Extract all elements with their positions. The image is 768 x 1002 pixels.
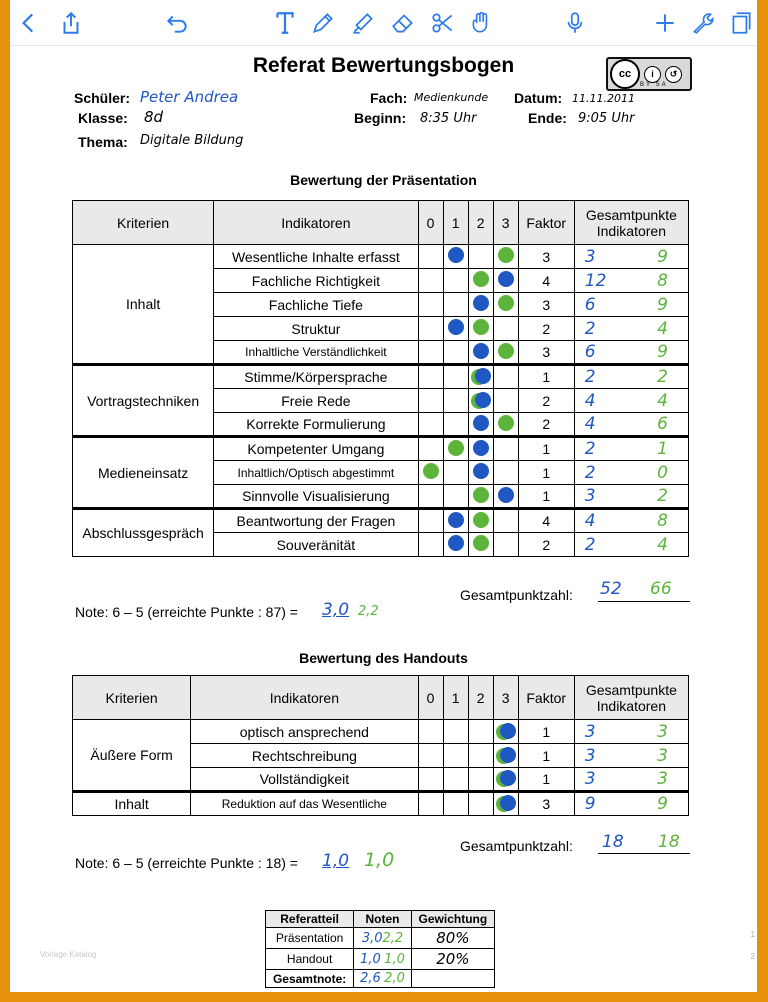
schueler-value: Peter Andrea [140, 88, 239, 106]
faktor-cell: 2 [518, 413, 574, 437]
indikator-cell: Freie Rede [214, 389, 418, 413]
summary-gesamt-noten: 2,6 2,0 [354, 970, 412, 988]
score-cell-1[interactable] [443, 437, 468, 461]
beginn-label: Beginn: [354, 110, 407, 126]
blue-mark-dot [448, 319, 464, 335]
table-row [73, 792, 689, 816]
indikator-cell: Korrekte Formulierung [214, 413, 418, 437]
praesentation-note-green: 2,2 [358, 604, 379, 619]
green-mark-dot [423, 463, 439, 479]
points-green: 3 [657, 721, 668, 742]
score-cell-2[interactable] [468, 768, 493, 792]
points-blue: 6 [584, 342, 596, 362]
indikator-cell: Inhaltliche Verständlichkeit [214, 341, 418, 365]
green-mark-dot [473, 512, 489, 528]
score-cell-1[interactable] [443, 744, 468, 768]
blue-mark-dot [448, 535, 464, 551]
summary-teil: Präsentation [266, 928, 354, 949]
gesamtpunkte-cell [574, 413, 688, 437]
praesentation-title: Bewertung der Präsentation [290, 172, 477, 188]
score-cell-1[interactable] [443, 389, 468, 413]
score-cell-1[interactable] [443, 317, 468, 341]
undo-icon[interactable] [162, 8, 192, 38]
score-cell-3[interactable] [493, 293, 518, 317]
points-green: 1 [657, 439, 668, 459]
praesentation-note-text: Note: 6 – 5 (erreichte Punkte : 87) = [75, 604, 298, 620]
score-cell-3[interactable] [493, 413, 518, 437]
page-title: Referat Bewertungsbogen [252, 54, 515, 77]
score-cell-3[interactable] [493, 365, 518, 389]
blue-mark-dot [473, 463, 489, 479]
points-blue: 4 [584, 390, 596, 411]
points-green: 6 [657, 414, 668, 434]
kriterium-cell: Inhalt [73, 245, 214, 365]
schueler-label: Schüler: [74, 90, 131, 106]
faktor-cell: 1 [518, 720, 574, 744]
score-cell-0[interactable] [418, 461, 443, 485]
blue-mark-dot [473, 415, 489, 431]
indikator-cell: optisch ansprechend [191, 720, 418, 744]
points-blue: 2 [584, 439, 596, 459]
header-kriterien: Kriterien [73, 676, 191, 720]
green-mark-dot [473, 271, 489, 287]
summary-noten: 3,02,2 [354, 928, 412, 949]
score-cell-3[interactable] [493, 269, 518, 293]
gesamtpunkte-cell [574, 341, 688, 365]
score-cell-1[interactable] [443, 461, 468, 485]
faktor-cell: 1 [518, 437, 574, 461]
indikator-cell: Reduktion auf das Wesentliche [191, 792, 418, 816]
praesentation-table [72, 200, 689, 557]
table-row [73, 509, 689, 533]
points-green: 4 [657, 390, 668, 411]
kriterium-cell: Äußere Form [73, 720, 191, 792]
table-row [73, 720, 689, 744]
header-gesamtpunkte: Gesamtpunkte Indikatoren [574, 201, 688, 245]
header-score-2: 2 [468, 201, 493, 245]
header-indikatoren: Indikatoren [191, 676, 418, 720]
gesamtpunkte-cell [574, 509, 688, 533]
score-cell-0[interactable] [418, 485, 443, 509]
summary-table [265, 910, 495, 988]
pen-icon[interactable] [308, 8, 338, 38]
score-cell-2[interactable] [468, 437, 493, 461]
summary-header-gewichtung: Gewichtung [411, 911, 494, 928]
score-cell-1[interactable] [443, 269, 468, 293]
praesentation-gesamt-label: Gesamtpunktzahl: [460, 587, 573, 603]
score-cell-2[interactable] [468, 461, 493, 485]
hand-icon[interactable] [466, 8, 496, 38]
score-cell-2[interactable] [468, 720, 493, 744]
gesamtpunkte-cell [574, 720, 688, 744]
points-blue: 4 [584, 511, 596, 531]
score-cell-0[interactable] [418, 792, 443, 816]
score-cell-3[interactable] [493, 744, 518, 768]
gesamtpunkte-cell [574, 317, 688, 341]
faktor-cell: 2 [518, 317, 574, 341]
score-cell-2[interactable] [468, 341, 493, 365]
handout-gesamt-label: Gesamtpunktzahl: [460, 838, 573, 854]
faktor-cell: 3 [518, 245, 574, 269]
score-cell-3[interactable] [493, 317, 518, 341]
score-cell-2[interactable] [468, 792, 493, 816]
gesamtpunkte-cell [574, 533, 688, 557]
blue-mark-dot [448, 512, 464, 528]
score-cell-3[interactable] [493, 768, 518, 792]
table-row [73, 437, 689, 461]
green-mark-dot [498, 343, 514, 359]
points-blue: 9 [584, 794, 596, 814]
handout-note-green: 1,0 [364, 849, 395, 871]
handout-gesamt-green: 18 [658, 832, 680, 852]
blue-mark-dot [498, 487, 514, 503]
points-blue: 3 [584, 745, 596, 766]
score-cell-3[interactable] [493, 461, 518, 485]
points-blue: 2 [584, 367, 596, 387]
page-indicator-1[interactable]: 1 [750, 930, 755, 939]
cc-icon: cc [610, 59, 640, 89]
green-mark-dot [498, 247, 514, 263]
green-mark-dot [473, 535, 489, 551]
green-mark-dot [498, 295, 514, 311]
blue-mark-dot [473, 440, 489, 456]
gesamtpunkte-cell [574, 744, 688, 768]
score-cell-0[interactable] [418, 317, 443, 341]
praesentation-gesamt-blue: 52 [600, 579, 622, 599]
points-green: 8 [657, 511, 668, 531]
points-blue: 3 [584, 486, 596, 506]
points-green: 9 [657, 294, 668, 315]
score-cell-0[interactable] [418, 744, 443, 768]
blue-mark-dot [498, 271, 514, 287]
points-green: 3 [657, 745, 668, 766]
green-mark-dot [473, 487, 489, 503]
faktor-cell: 2 [518, 389, 574, 413]
points-blue: 12 [584, 270, 607, 291]
score-cell-0[interactable] [418, 341, 443, 365]
gesamtpunkte-cell [574, 293, 688, 317]
points-green: 4 [657, 534, 668, 555]
faktor-cell: 4 [518, 509, 574, 533]
score-cell-3[interactable] [493, 245, 518, 269]
faktor-cell: 1 [518, 461, 574, 485]
kriterium-cell: Inhalt [73, 792, 191, 816]
header-score-1: 1 [443, 201, 468, 245]
indikator-cell: Stimme/Körpersprache [214, 365, 418, 389]
header-faktor: Faktor [518, 676, 574, 720]
summary-header-noten: Noten [354, 911, 412, 928]
summary-gesamt-label: Gesamtnote: [266, 970, 354, 988]
plus-icon[interactable] [650, 8, 680, 38]
indikator-cell: Beantwortung der Fragen [214, 509, 418, 533]
eraser-icon[interactable] [388, 8, 418, 38]
toolbar [10, 0, 757, 46]
attribution-icon: i [644, 66, 661, 83]
score-cell-2[interactable] [468, 245, 493, 269]
blue-mark-dot [473, 343, 489, 359]
ende-label: Ende: [528, 110, 567, 126]
gesamtpunkte-cell [574, 768, 688, 792]
points-green: 0 [657, 462, 668, 483]
indikator-cell: Wesentliche Inhalte erfasst [214, 245, 418, 269]
score-cell-0[interactable] [418, 768, 443, 792]
points-blue: 2 [584, 318, 596, 339]
fach-value: Medienkunde [414, 91, 489, 104]
gesamtpunkte-cell [574, 437, 688, 461]
gesamtpunkte-cell [574, 792, 688, 816]
page-indicator-2[interactable]: 2 [750, 952, 755, 961]
score-cell-3[interactable] [493, 389, 518, 413]
blue-mark-dot [500, 795, 516, 811]
score-cell-2[interactable] [468, 533, 493, 557]
datum-value: 11.11.2011 [572, 92, 635, 105]
header-kriterien: Kriterien [73, 201, 214, 245]
pages-icon[interactable] [726, 8, 756, 38]
blue-mark-dot [475, 368, 491, 384]
score-cell-2[interactable] [468, 509, 493, 533]
header-score-0: 0 [418, 201, 443, 245]
points-blue: 2 [584, 534, 596, 555]
score-cell-1[interactable] [443, 485, 468, 509]
points-blue: 3 [584, 246, 596, 267]
blue-mark-dot [500, 770, 516, 786]
faktor-cell: 3 [518, 341, 574, 365]
score-cell-1[interactable] [443, 365, 468, 389]
thema-label: Thema: [78, 134, 128, 150]
score-cell-2[interactable] [468, 269, 493, 293]
table-row [73, 365, 689, 389]
table-row [73, 245, 689, 269]
green-mark-dot [473, 319, 489, 335]
score-cell-0[interactable] [418, 293, 443, 317]
praesentation-gesamt-green: 66 [650, 579, 672, 599]
text-tool-icon[interactable] [270, 8, 300, 38]
score-cell-3[interactable] [493, 437, 518, 461]
header-score-3: 3 [493, 676, 518, 720]
green-mark-dot [448, 440, 464, 456]
microphone-icon[interactable] [560, 8, 590, 38]
wrench-icon[interactable] [688, 8, 718, 38]
score-cell-2[interactable] [468, 293, 493, 317]
score-cell-0[interactable] [418, 365, 443, 389]
watermark: Vorlage Katalog [40, 950, 97, 959]
score-cell-3[interactable] [493, 720, 518, 744]
scissors-icon[interactable] [428, 8, 458, 38]
faktor-cell: 1 [518, 365, 574, 389]
klasse-label: Klasse: [78, 110, 128, 126]
fach-label: Fach: [370, 90, 408, 106]
header-score-0: 0 [418, 676, 443, 720]
gesamtpunkte-cell [574, 389, 688, 413]
score-cell-1[interactable] [443, 293, 468, 317]
points-blue: 3 [584, 721, 596, 742]
score-cell-2[interactable] [468, 389, 493, 413]
handout-note-blue: 1,0 [322, 851, 350, 871]
handout-title: Bewertung des Handouts [299, 650, 468, 666]
score-cell-2[interactable] [468, 744, 493, 768]
summary-header-teil: Referatteil [266, 911, 354, 928]
score-cell-0[interactable] [418, 389, 443, 413]
score-cell-0[interactable] [418, 533, 443, 557]
score-cell-3[interactable] [493, 509, 518, 533]
header-score-3: 3 [493, 201, 518, 245]
score-cell-1[interactable] [443, 533, 468, 557]
indikator-cell: Fachliche Tiefe [214, 293, 418, 317]
gesamtpunkte-cell [574, 365, 688, 389]
score-cell-0[interactable] [418, 509, 443, 533]
share-icon[interactable] [56, 8, 86, 38]
indikator-cell: Struktur [214, 317, 418, 341]
faktor-cell: 4 [518, 269, 574, 293]
points-green: 2 [657, 486, 668, 506]
summary-row-handout [266, 949, 495, 970]
faktor-cell: 3 [518, 792, 574, 816]
summary-row-praesentation [266, 928, 495, 949]
green-mark-dot [498, 415, 514, 431]
kriterium-cell: Medieneinsatz [73, 437, 214, 509]
blue-mark-dot [475, 392, 491, 408]
summary-gewichtung: 80% [411, 928, 494, 949]
score-cell-1[interactable] [443, 509, 468, 533]
gesamtpunkte-cell [574, 269, 688, 293]
kriterium-cell: Vortragstechniken [73, 365, 214, 437]
score-cell-1[interactable] [443, 768, 468, 792]
header-gesamtpunkte: Gesamtpunkte Indikatoren [574, 676, 688, 720]
blue-mark-dot [500, 747, 516, 763]
praesentation-note-blue: 3,0 [322, 600, 350, 620]
score-cell-2[interactable] [468, 413, 493, 437]
points-green: 2 [657, 367, 668, 387]
faktor-cell: 1 [518, 485, 574, 509]
summary-teil: Handout [266, 949, 354, 970]
gesamtpunkte-cell [574, 461, 688, 485]
faktor-cell: 3 [518, 293, 574, 317]
indikator-cell: Inhaltlich/Optisch abgestimmt [214, 461, 418, 485]
score-cell-3[interactable] [493, 792, 518, 816]
score-cell-2[interactable] [468, 317, 493, 341]
toolbar-divider [10, 45, 757, 46]
score-cell-1[interactable] [443, 341, 468, 365]
indikator-cell: Souveränität [214, 533, 418, 557]
thema-value: Digitale Bildung [140, 133, 244, 148]
score-cell-0[interactable] [418, 413, 443, 437]
indikator-cell: Vollständigkeit [191, 768, 418, 792]
indikator-cell: Kompetenter Umgang [214, 437, 418, 461]
score-cell-0[interactable] [418, 437, 443, 461]
score-cell-0[interactable] [418, 245, 443, 269]
points-green: 9 [657, 342, 668, 362]
faktor-cell: 1 [518, 768, 574, 792]
score-cell-0[interactable] [418, 269, 443, 293]
chevron-left-icon[interactable] [14, 8, 44, 38]
handout-note-text: Note: 6 – 5 (erreichte Punkte : 18) = [75, 855, 298, 871]
datum-label: Datum: [514, 90, 563, 106]
points-blue: 2 [584, 462, 596, 483]
header-score-1: 1 [443, 676, 468, 720]
header-faktor: Faktor [518, 201, 574, 245]
score-cell-0[interactable] [418, 720, 443, 744]
score-cell-1[interactable] [443, 720, 468, 744]
cc-license-badge [606, 57, 692, 91]
score-cell-1[interactable] [443, 245, 468, 269]
score-cell-1[interactable] [443, 413, 468, 437]
indikator-cell: Rechtschreibung [191, 744, 418, 768]
points-blue: 4 [584, 414, 596, 434]
kriterium-cell: Abschlussgespräch [73, 509, 214, 557]
ende-value: 9:05 Uhr [578, 111, 635, 126]
summary-gesamt-empty [411, 970, 494, 988]
score-cell-2[interactable] [468, 365, 493, 389]
points-green: 4 [657, 318, 668, 339]
handout-table [72, 675, 689, 816]
summary-noten: 1,0 1,0 [354, 949, 412, 970]
score-cell-2[interactable] [468, 485, 493, 509]
faktor-cell: 2 [518, 533, 574, 557]
gesamtpunkte-cell [574, 485, 688, 509]
points-blue: 6 [584, 294, 596, 315]
handout-gesamt-blue: 18 [602, 832, 624, 852]
score-cell-3[interactable] [493, 485, 518, 509]
points-green: 3 [657, 769, 668, 789]
summary-row-gesamt [266, 970, 495, 988]
klasse-value: 8d [144, 108, 164, 126]
gesamtpunkte-cell [574, 245, 688, 269]
score-cell-3[interactable] [493, 533, 518, 557]
points-green: 9 [657, 246, 668, 267]
points-green: 8 [657, 270, 668, 291]
highlighter-icon[interactable] [348, 8, 378, 38]
share-alike-icon: ↺ [665, 66, 682, 83]
document-page [10, 0, 757, 992]
blue-mark-dot [448, 247, 464, 263]
indikator-cell: Fachliche Richtigkeit [214, 269, 418, 293]
faktor-cell: 1 [518, 744, 574, 768]
score-cell-1[interactable] [443, 792, 468, 816]
blue-mark-dot [500, 723, 516, 739]
score-cell-3[interactable] [493, 341, 518, 365]
beginn-value: 8:35 Uhr [420, 111, 477, 126]
header-indikatoren: Indikatoren [214, 201, 418, 245]
summary-gewichtung: 20% [411, 949, 494, 970]
cc-by-sa-label: BY SA [640, 82, 668, 88]
blue-mark-dot [473, 295, 489, 311]
indikator-cell: Sinnvolle Visualisierung [214, 485, 418, 509]
header-score-2: 2 [468, 676, 493, 720]
points-green: 9 [657, 794, 668, 814]
points-blue: 3 [584, 769, 596, 789]
